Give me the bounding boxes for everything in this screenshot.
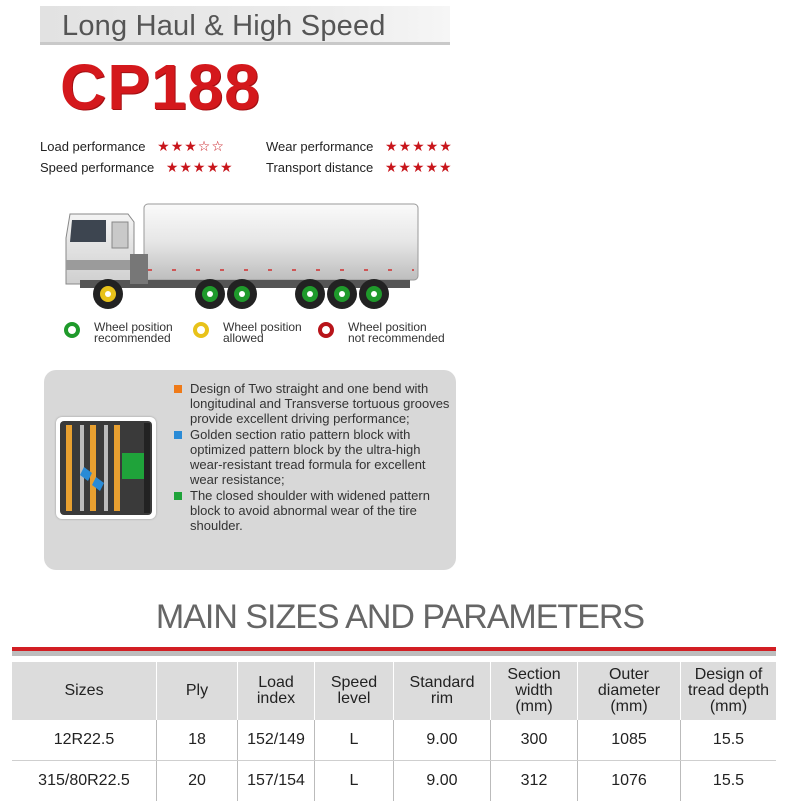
rating-label: Transport distance [266, 160, 374, 175]
cell-outer-diameter: 1085 [578, 720, 681, 761]
cell-standard-rim: 9.00 [394, 720, 491, 761]
table-row [12, 761, 776, 802]
truck-illustration [60, 198, 480, 316]
green-square-icon [174, 492, 182, 500]
cell-section-width: 300 [491, 720, 578, 761]
header-banner [40, 6, 450, 45]
rating-wear [266, 138, 453, 155]
legend-line2: recommended [94, 331, 171, 345]
parameters-table [12, 662, 776, 801]
col-header-outer-diameter: Outer diameter (mm) [578, 662, 681, 720]
table-header-row [12, 662, 776, 720]
green-ring-icon [64, 322, 80, 338]
col-header-section-width: Section width (mm) [491, 662, 578, 720]
rating-stars: ★★★☆☆ [157, 138, 225, 154]
feature-text: Golden section ratio pattern block with optimized pattern block by the ultra-high wear-resistant tread formula for excellent wear resistance; [190, 427, 426, 487]
legend-line1: Wheel position [223, 320, 302, 334]
cell-tread-depth: 15.5 [681, 761, 777, 802]
rating-label: Load performance [40, 139, 146, 154]
model-name: CP188 [60, 51, 261, 123]
cell-speed-level: L [315, 761, 394, 802]
rating-transport [266, 159, 453, 176]
feature-panel [44, 370, 456, 570]
divider-grey [12, 651, 776, 656]
col-header-ply: Ply [157, 662, 238, 720]
table-row [12, 720, 776, 761]
cell-outer-diameter: 1076 [578, 761, 681, 802]
rating-stars: ★★★★★ [384, 159, 453, 175]
red-ring-icon [318, 322, 334, 338]
trailer-box [144, 204, 418, 280]
col-header-tread-depth: Design of tread depth (mm) [681, 662, 777, 720]
col-header-sizes: Sizes [12, 662, 157, 720]
col-header-speed-level: Speed level [315, 662, 394, 720]
cell-speed-level: L [315, 720, 394, 761]
cell-tread-depth: 15.5 [681, 720, 777, 761]
legend-line2: not recommended [348, 331, 445, 345]
cell-ply: 20 [157, 761, 238, 802]
feature-item [174, 488, 454, 533]
cell-load-index: 157/154 [238, 761, 315, 802]
blue-square-icon [174, 431, 182, 439]
legend-line2: allowed [223, 331, 264, 345]
orange-square-icon [174, 385, 182, 393]
section-heading: MAIN SIZES AND PARAMETERS [155, 598, 645, 636]
rating-label: Speed performance [40, 160, 155, 175]
col-header-standard-rim: Standard rim [394, 662, 491, 720]
feature-text: The closed shoulder with widened pattern block to avoid abnormal wear of the tire shoulder. [190, 488, 430, 533]
cell-ply: 18 [157, 720, 238, 761]
rating-label: Wear performance [266, 139, 374, 154]
cell-section-width: 312 [491, 761, 578, 802]
steer-wheel [93, 279, 123, 309]
feature-item [174, 427, 454, 487]
cell-load-index: 152/149 [238, 720, 315, 761]
cell-size: 315/80R22.5 [12, 761, 157, 802]
yellow-ring-icon [193, 322, 209, 338]
rating-load [40, 138, 225, 155]
cell-standard-rim: 9.00 [394, 761, 491, 802]
tread-pattern-image [56, 417, 156, 519]
legend-line1: Wheel position [94, 320, 173, 334]
col-header-load-index: Load index [238, 662, 315, 720]
banner-title: Long Haul & High Speed [62, 10, 386, 42]
cell-size: 12R22.5 [12, 720, 157, 761]
legend-line1: Wheel position [348, 320, 427, 334]
rating-stars: ★★★★★ [385, 138, 453, 154]
feature-item [174, 381, 454, 426]
feature-text: Design of Two straight and one bend with longitudinal and Transverse tortuous grooves provide excellent driving performance; [190, 381, 450, 426]
rating-speed [40, 159, 234, 176]
rating-stars: ★★★★★ [165, 159, 234, 175]
feature-list [174, 381, 454, 534]
